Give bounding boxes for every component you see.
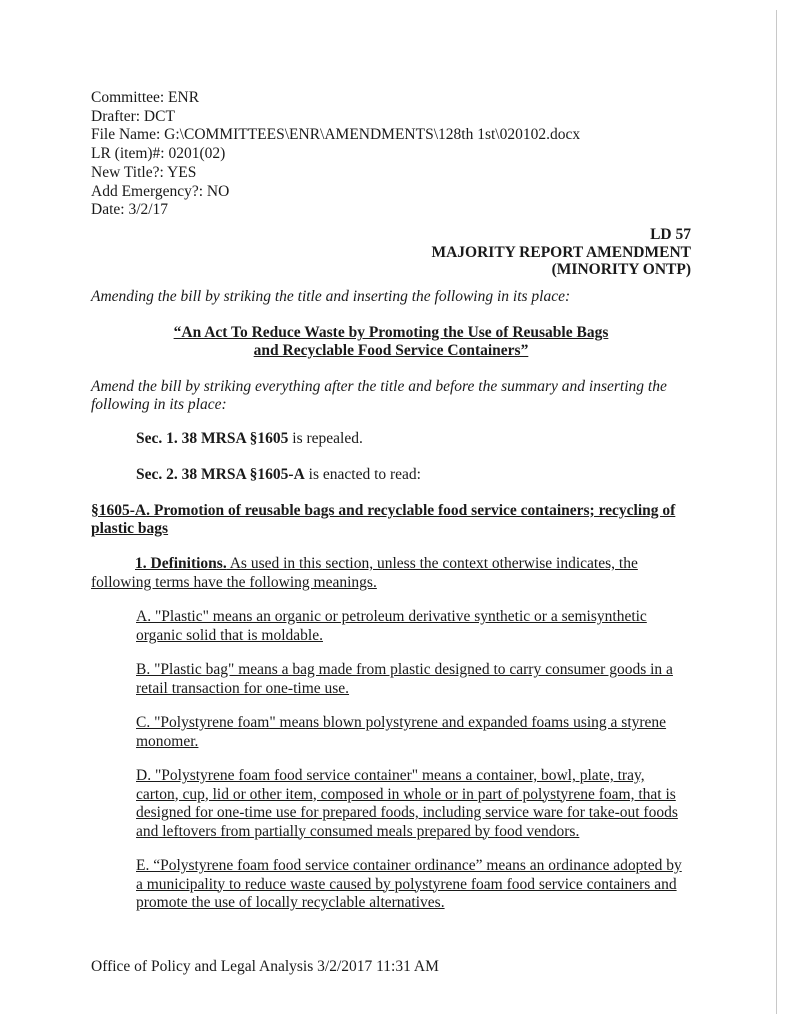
section-2-text: is enacted to read: xyxy=(304,466,421,483)
new-title-line: New Title?: YES xyxy=(91,163,197,181)
page-footer: Office of Policy and Legal Analysis 3/2/2017 11:31 AM xyxy=(91,958,439,975)
ld-number: LD 57 xyxy=(650,226,691,243)
section-1-label: Sec. 1. 38 MRSA §1605 xyxy=(136,430,289,447)
new-bill-title xyxy=(91,324,691,359)
section-1-line xyxy=(136,430,363,448)
document-header xyxy=(91,89,580,220)
add-emergency-line: Add Emergency?: NO xyxy=(91,182,230,200)
new-bill-title-line1: “An Act To Reduce Waste by Promoting the Use of Reusable Bags xyxy=(173,324,609,341)
scan-edge-line xyxy=(776,10,777,1014)
majority-report-label: MAJORITY REPORT AMENDMENT xyxy=(431,243,691,261)
definitions-label: 1. Definitions. xyxy=(135,555,227,572)
definitions-paragraph xyxy=(91,555,686,592)
section-2-label: Sec. 2. 38 MRSA §1605-A xyxy=(136,466,305,483)
date-line: Date: 3/2/17 xyxy=(91,201,169,219)
lr-item-line: LR (item)#: 0201(02) xyxy=(91,145,226,163)
definition-c: C. "Polystyrene foam" means blown polystyrene and expanded foams using a styrene monomer. xyxy=(136,714,667,750)
definitions-intro: As used in this section, unless the context otherwise indicates, the following terms have the following meanings. xyxy=(91,555,638,591)
definition-d: D. "Polystyrene foam food service container" means a container, bowl, plate, tray, carton, cup, lid or other item, composed in whole or in part of polystyrene foam, that is designed for one-time use for prepared foods, including service ware for take-out foods and leftovers from partially consumed meals prepared by food vendors. xyxy=(136,767,678,840)
new-bill-title-line2: and Recyclable Food Service Containers” xyxy=(253,341,529,359)
definition-b: B. "Plastic bag" means a bag made from plastic designed to carry consumer goods in a retail transaction for one-time use. xyxy=(136,661,673,697)
section-1-text: is repealed. xyxy=(288,430,363,447)
file-name-line: File Name: G:\COMMITTEES\ENR\AMENDMENTS\128th 1st\020102.docx xyxy=(91,126,581,144)
definition-e: E. “Polystyrene foam food service container ordinance” means an ordinance adopted by a municipality to reduce waste caused by polystyrene foam food service containers and promote the use of locally recyclable alternatives. xyxy=(136,857,682,911)
amend-body-instruction: Amend the bill by striking everything after the title and before the summary and inserting the following in its place: xyxy=(91,378,667,413)
section-heading-1605a: §1605-A. Promotion of reusable bags and recyclable food service containers; recycling of plastic bags xyxy=(91,502,676,537)
committee-line: Committee: ENR xyxy=(91,89,200,106)
section-2-line xyxy=(136,466,421,484)
minority-label: (MINORITY ONTP) xyxy=(551,261,691,278)
amend-title-instruction: Amending the bill by striking the title and inserting the following in its place: xyxy=(91,288,571,305)
ld-block xyxy=(431,226,691,279)
drafter-line: Drafter: DCT xyxy=(91,107,175,125)
definition-a: A. "Plastic" means an organic or petroleum derivative synthetic or a semisynthetic organic solid that is moldable. xyxy=(136,608,647,644)
